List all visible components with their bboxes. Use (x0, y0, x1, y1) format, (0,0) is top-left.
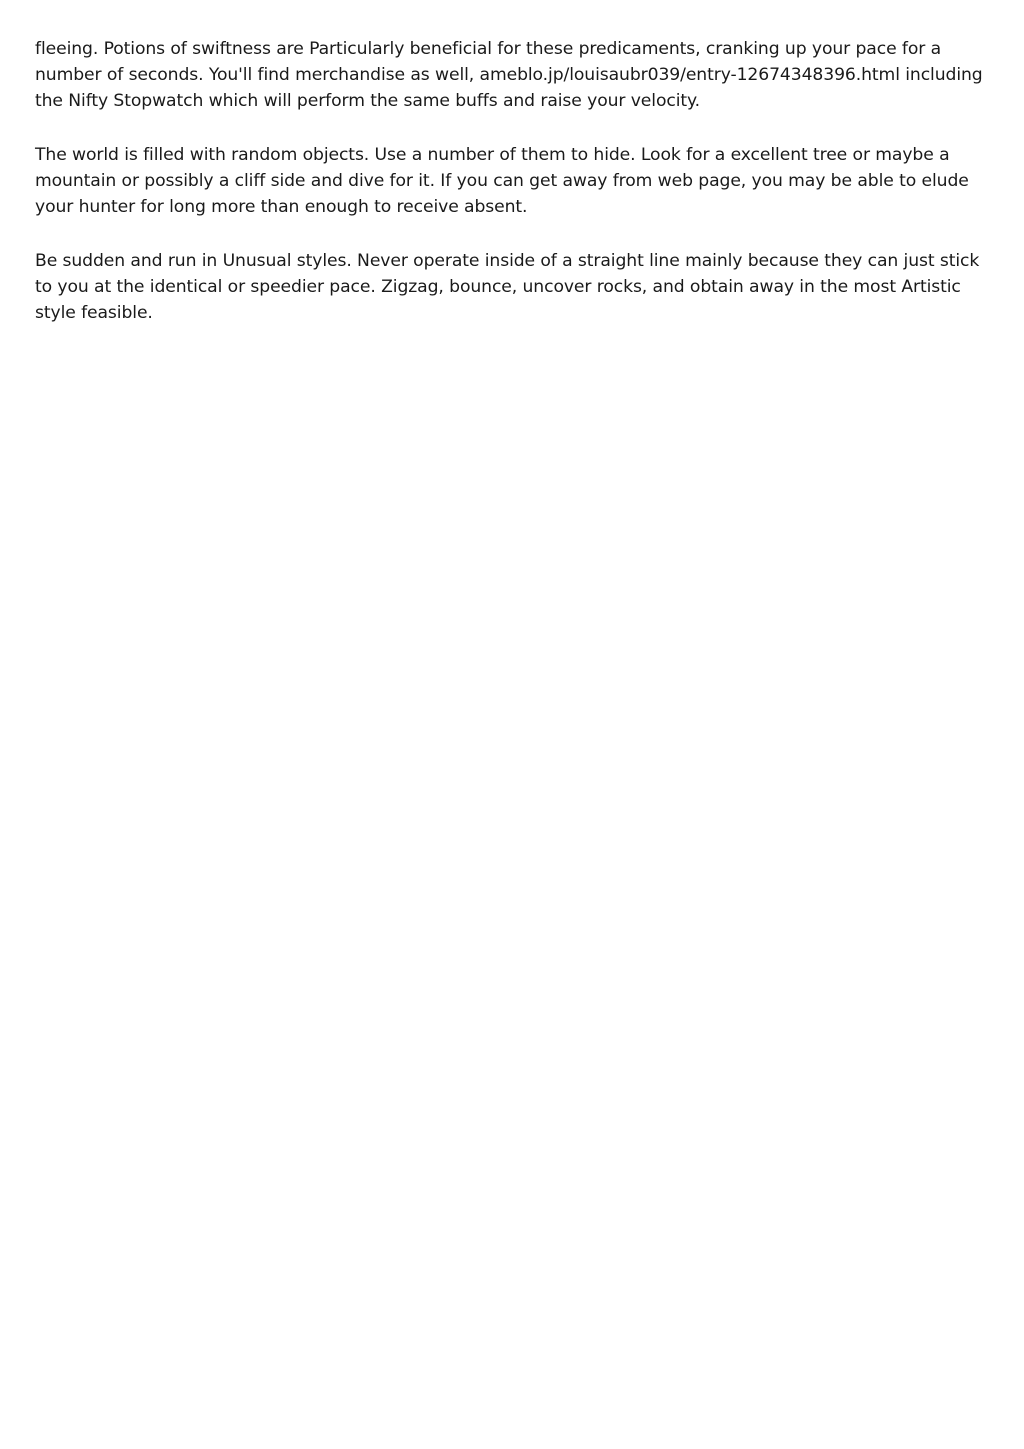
document-page (35, 36, 995, 354)
paragraph-potions: fleeing. Potions of swiftness are Particularly beneficial for these predicaments, cranking up your pace for a number of seconds. You'll find merchandise as well, ameblo.jp/louisaubr039/entry-12674348396.html including the Nifty Stopwatch which will perform the same buffs and raise your velocity. (35, 39, 983, 111)
paragraph-running: Be sudden and run in Unusual styles. Never operate inside of a straight line mainly because they can just stick to you at the identical or speedier pace. Zigzag, bounce, uncover rocks, and obtain away in the most Artistic style feasible. (35, 251, 980, 323)
paragraph-hiding: The world is filled with random objects. Use a number of them to hide. Look for a excellent tree or maybe a mountain or possibly a cliff side and dive for it. If you can get away from web page, you may be able to elude your hunter for long more than enough to receive absent. (35, 145, 969, 217)
